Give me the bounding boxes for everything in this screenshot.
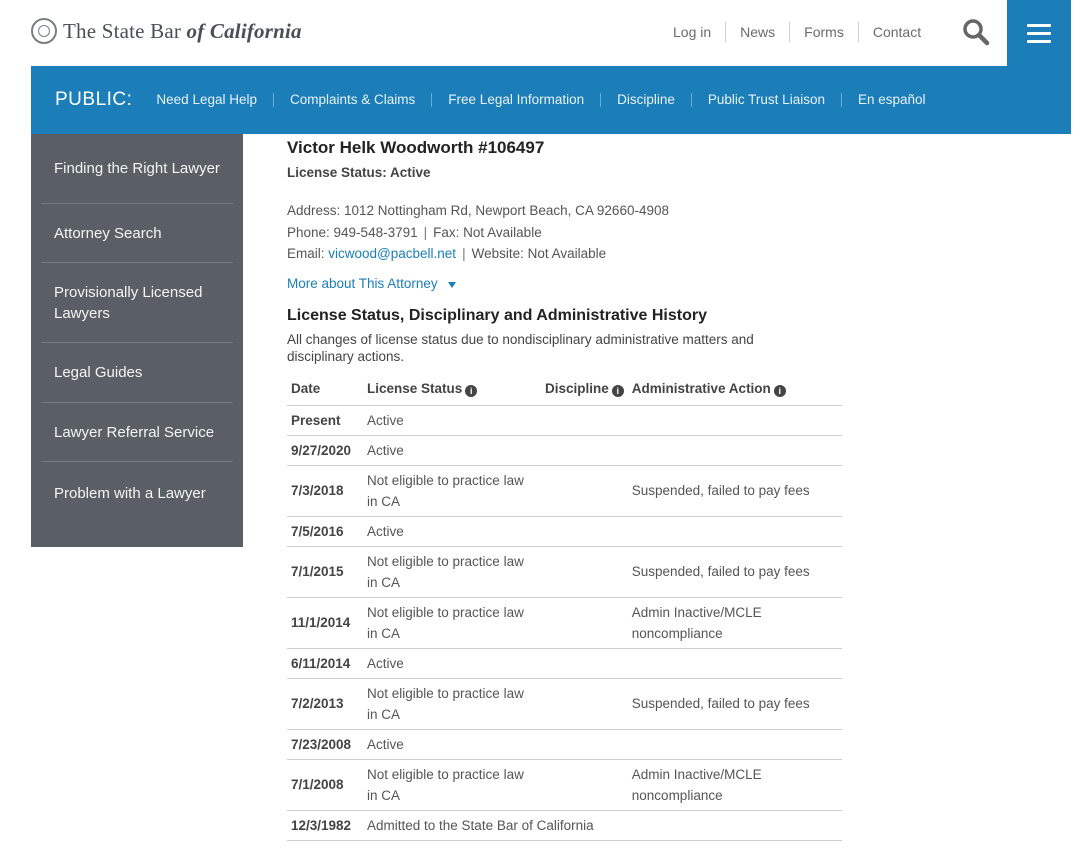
sidebar-item-lawyer-referral[interactable]: Lawyer Referral Service <box>42 403 233 462</box>
cell-license-status: Admitted to the State Bar of California <box>363 810 842 840</box>
address: Address: 1012 Nottingham Rd, Newport Beach, CA 92660-4908 <box>287 203 669 218</box>
cell-date: 7/1/2015 <box>287 546 363 597</box>
cell-admin-action: Suspended, failed to pay fees <box>628 678 842 729</box>
table-row <box>287 759 842 810</box>
hamburger-icon <box>1027 24 1051 27</box>
state-bar-seal-icon <box>31 18 57 44</box>
more-about-attorney-toggle[interactable] <box>287 276 456 291</box>
search-icon <box>958 14 994 50</box>
col-discipline: Discipline i <box>541 376 628 405</box>
cell-license-status: Not eligible to practice law in CA <box>363 465 541 516</box>
table-row <box>287 435 842 465</box>
sidebar <box>31 134 243 547</box>
cell-discipline <box>541 729 628 759</box>
phone: Phone: 949-548-3791 <box>287 224 418 240</box>
email-link[interactable]: vicwood@pacbell.net <box>328 246 457 261</box>
sidebar-item-attorney-search[interactable]: Attorney Search <box>42 204 233 263</box>
cell-date: 6/11/2014 <box>287 648 363 678</box>
nav-discipline[interactable]: Discipline <box>600 93 691 107</box>
cell-admin-action <box>628 405 842 435</box>
forms-link[interactable]: Forms <box>790 22 859 42</box>
cell-license-status: Active <box>363 516 541 546</box>
cell-discipline <box>541 597 628 648</box>
col-license-status: License Status i <box>363 376 541 405</box>
sidebar-item-problem-with-lawyer[interactable]: Problem with a Lawyer <box>54 484 206 502</box>
col-admin-action: Administrative Action i <box>628 376 842 405</box>
state-bar-logo[interactable] <box>31 18 302 44</box>
cell-discipline <box>541 405 628 435</box>
cell-date: 11/1/2014 <box>287 597 363 648</box>
contact-link[interactable]: Contact <box>872 24 922 40</box>
cell-discipline <box>541 516 628 546</box>
contact-info: Address: 1012 Nottingham Rd, Newport Beach, CA 92660-4908 Phone: 949-548-3791 | Fax: Not Available Email: vicwood@pacbell.net | Website: Not Available <box>287 200 669 265</box>
site-header <box>0 0 1090 66</box>
cell-license-status: Active <box>363 435 541 465</box>
login-link[interactable]: Log in <box>659 22 726 42</box>
cell-date: 7/2/2013 <box>287 678 363 729</box>
news-link[interactable]: News <box>726 22 790 42</box>
sidebar-item-provisionally-licensed[interactable]: Provisionally Licensed Lawyers <box>42 263 233 343</box>
nav-public-trust-liaison[interactable]: Public Trust Liaison <box>691 93 841 107</box>
cell-admin-action: Admin Inactive/MCLE noncompliance <box>628 759 842 810</box>
cell-license-status: Not eligible to practice law in CA <box>363 759 541 810</box>
cell-date: 7/5/2016 <box>287 516 363 546</box>
cell-date: 7/23/2008 <box>287 729 363 759</box>
menu-button[interactable] <box>1007 0 1071 66</box>
table-row <box>287 516 842 546</box>
cell-admin-action <box>628 648 842 678</box>
info-icon[interactable]: i <box>774 385 786 397</box>
cell-discipline <box>541 678 628 729</box>
cell-license-status: Active <box>363 648 541 678</box>
attorney-name: Victor Helk Woodworth #106497 <box>287 138 545 157</box>
cell-date: 9/27/2020 <box>287 435 363 465</box>
search-button[interactable] <box>958 14 994 50</box>
cell-license-status: Active <box>363 405 541 435</box>
table-row <box>287 597 842 648</box>
license-status: License Status: Active <box>287 165 431 180</box>
nav-complaints-claims[interactable]: Complaints & Claims <box>273 93 431 107</box>
nav-need-legal-help[interactable]: Need Legal Help <box>156 92 257 107</box>
utility-nav <box>659 22 935 42</box>
nav-en-espanol[interactable]: En español <box>841 93 942 107</box>
table-header-row <box>287 376 842 405</box>
info-icon[interactable]: i <box>465 385 477 397</box>
cell-license-status: Not eligible to practice law in CA <box>363 678 541 729</box>
email-label: Email: <box>287 246 325 261</box>
cell-discipline <box>541 759 628 810</box>
sidebar-item-finding-right-lawyer[interactable]: Finding the Right Lawyer <box>42 134 233 204</box>
cell-date: 12/3/1982 <box>287 810 363 840</box>
fax: Fax: Not Available <box>433 224 542 240</box>
cell-license-status: Not eligible to practice law in CA <box>363 546 541 597</box>
cell-license-status: Active <box>363 729 541 759</box>
caret-down-icon <box>448 282 456 288</box>
cell-admin-action: Admin Inactive/MCLE noncompliance <box>628 597 842 648</box>
nav-free-legal-information[interactable]: Free Legal Information <box>431 93 600 107</box>
logo-wordmark: The State Bar of California <box>63 18 302 43</box>
public-nav <box>31 66 1071 134</box>
col-date: Date <box>287 376 363 405</box>
cell-admin-action: Suspended, failed to pay fees <box>628 546 842 597</box>
info-icon[interactable]: i <box>612 385 624 397</box>
cell-date: 7/3/2018 <box>287 465 363 516</box>
table-row <box>287 729 842 759</box>
table-row <box>287 678 842 729</box>
cell-discipline <box>541 648 628 678</box>
table-row <box>287 546 842 597</box>
cell-discipline <box>541 435 628 465</box>
public-nav-label: PUBLIC: <box>55 89 133 110</box>
cell-admin-action <box>628 729 842 759</box>
cell-discipline <box>541 465 628 516</box>
sidebar-item-legal-guides[interactable]: Legal Guides <box>42 343 233 403</box>
cell-date: 7/1/2008 <box>287 759 363 810</box>
cell-license-status: Not eligible to practice law in CA <box>363 597 541 648</box>
history-title: License Status, Disciplinary and Administrative History <box>287 307 707 324</box>
more-about-label: More about This Attorney <box>287 276 438 291</box>
table-row <box>287 648 842 678</box>
cell-date: Present <box>287 405 363 435</box>
table-row <box>287 810 842 840</box>
cell-admin-action: Suspended, failed to pay fees <box>628 465 842 516</box>
table-row <box>287 405 842 435</box>
cell-admin-action <box>628 435 842 465</box>
website: Website: Not Available <box>471 246 607 261</box>
history-table <box>287 376 842 841</box>
history-description: All changes of license status due to nondisciplinary administrative matters and disciplinary actions. <box>287 332 754 364</box>
table-row <box>287 465 842 516</box>
cell-admin-action <box>628 516 842 546</box>
cell-discipline <box>541 546 628 597</box>
